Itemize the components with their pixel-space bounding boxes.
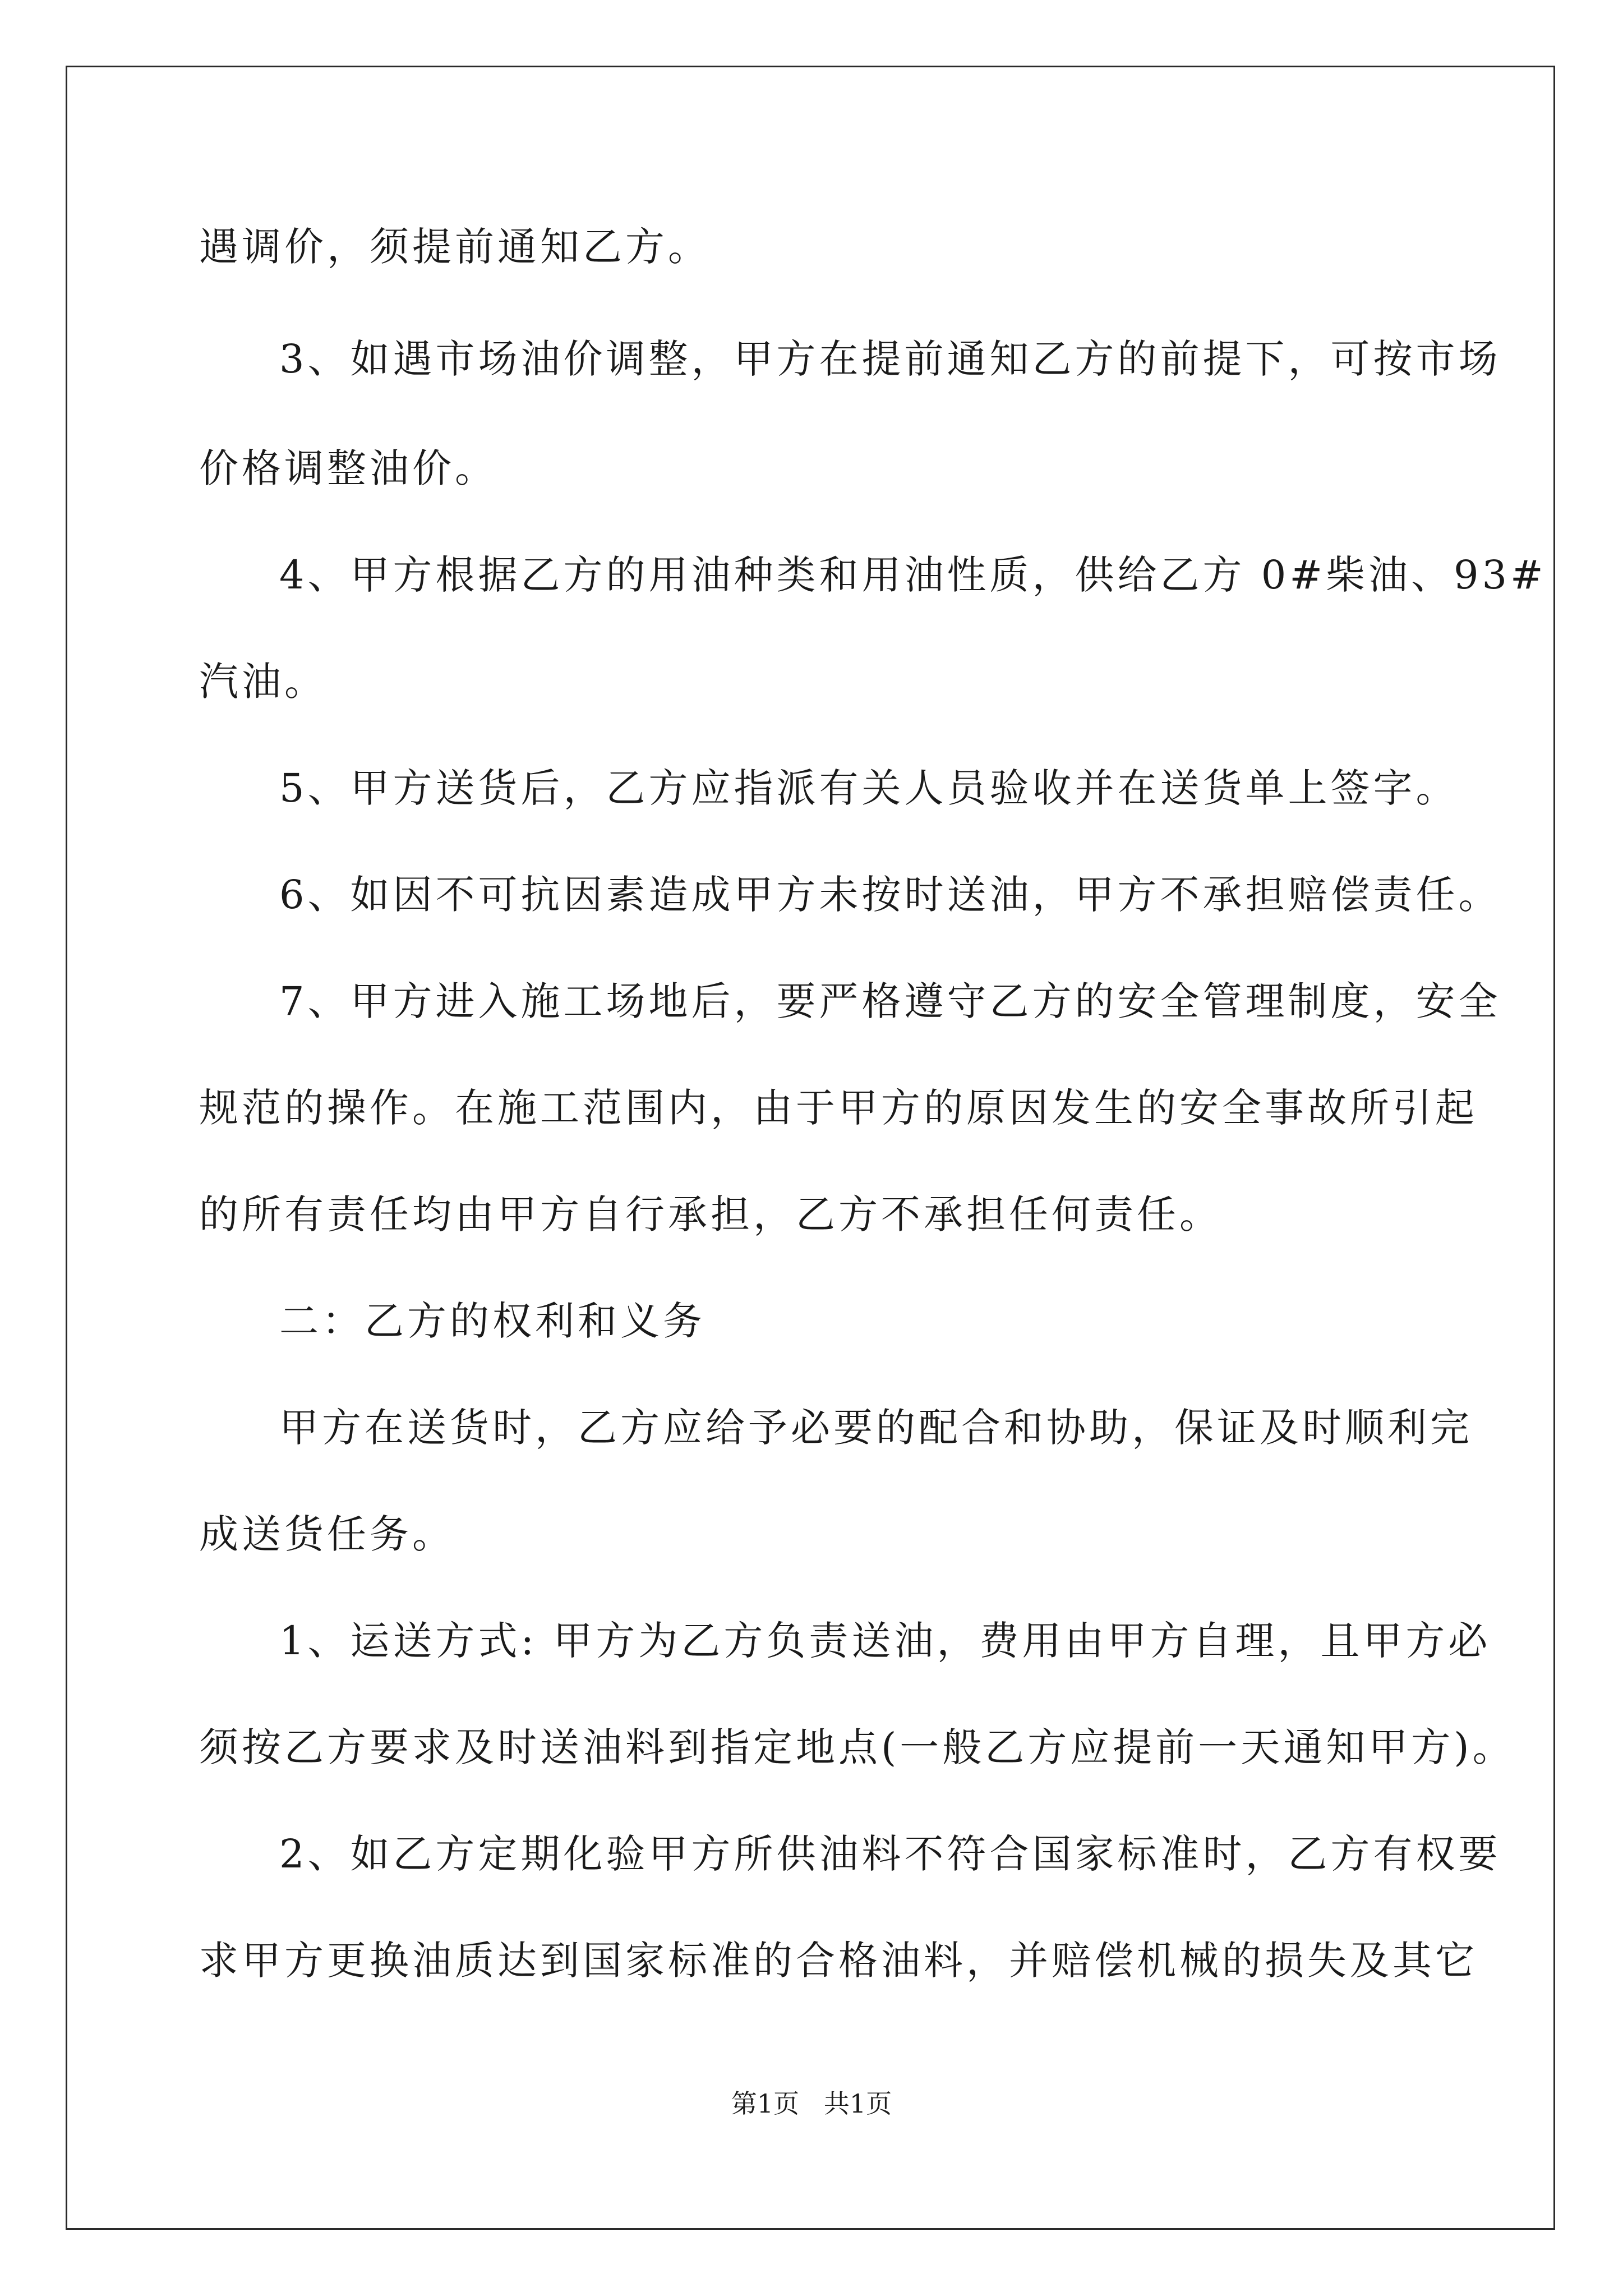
text-line: 的所有责任均由甲方自行承担，乙方不承担任何责任。 [199, 1191, 1222, 1237]
text-line: 2、如乙方定期化验甲方所供油料不符合国家标准时，乙方有权要 [279, 1831, 1501, 1877]
text-line: 成送货任务。 [199, 1511, 455, 1557]
text-line: 规范的操作。在施工范围内，由于甲方的原因发生的安全事故所引起 [199, 1085, 1478, 1131]
text-line: 求甲方更换油质达到国家标准的合格油料，并赔偿机械的损失及其它 [199, 1938, 1478, 1984]
text-line: 遇调价，须提前通知乙方。 [199, 224, 711, 270]
text-line: 5、甲方送货后，乙方应指派有关人员验收并在送货单上签字。 [279, 765, 1459, 811]
text-line: 价格调整油价。 [199, 445, 497, 491]
text-line: 1、运送方式: 甲方为乙方负责送油，费用由甲方自理，且甲方必 [279, 1618, 1491, 1664]
page-border [66, 66, 1555, 2230]
text-line: 汽油。 [199, 659, 327, 705]
text-line: 7、甲方进入施工场地后，要严格遵守乙方的安全管理制度，安全 [279, 978, 1501, 1024]
page-footer: 第1页 共1页 [731, 2088, 892, 2119]
text-line: 甲方在送货时，乙方应给予必要的配合和协助，保证及时顺利完 [279, 1405, 1473, 1451]
text-line: 3、如遇市场油价调整，甲方在提前通知乙方的前提下，可按市场 [279, 336, 1501, 382]
text-line: 6、如因不可抗因素造成甲方未按时送油，甲方不承担赔偿责任。 [279, 872, 1501, 918]
text-line: 须按乙方要求及时送油料到指定地点(一般乙方应提前一天通知甲方)。 [199, 1724, 1515, 1770]
section-heading: 二：乙方的权利和义务 [279, 1298, 706, 1344]
text-line: 4、甲方根据乙方的用油种类和用油性质，供给乙方 0#柴油、93# [279, 552, 1547, 598]
